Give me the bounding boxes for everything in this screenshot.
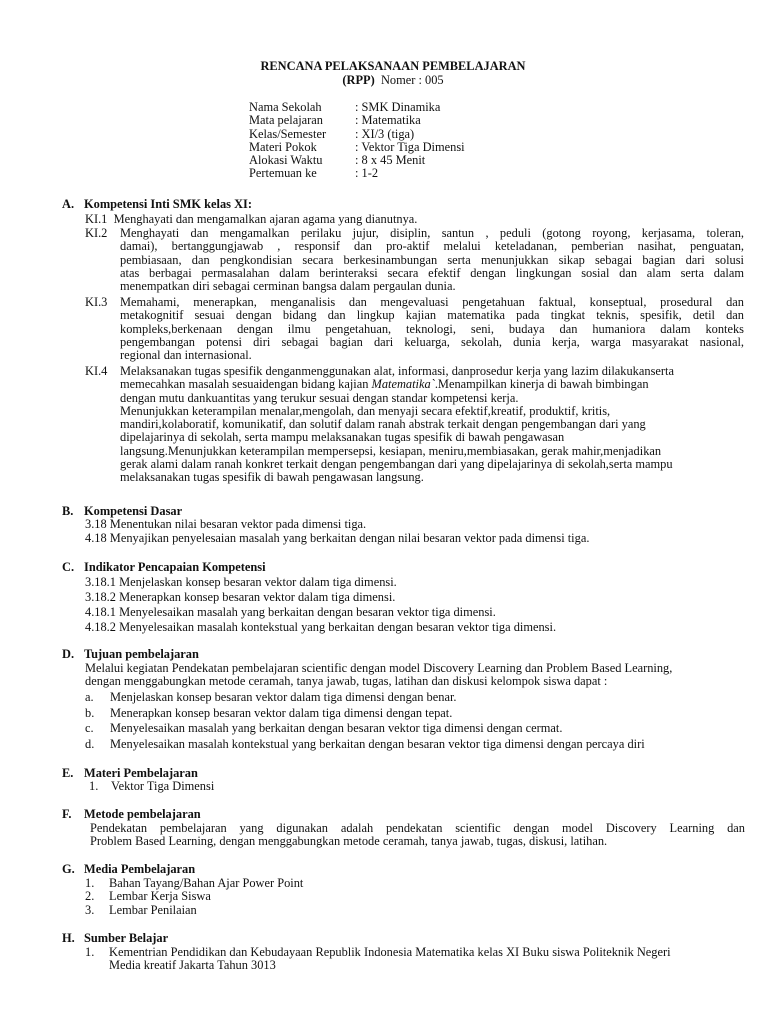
list-item: 3.18 Menentukan nilai besaran vektor pada dimensi tiga. xyxy=(85,517,367,531)
media-list xyxy=(85,877,303,917)
identity-row xyxy=(249,101,465,114)
identity-row xyxy=(249,114,465,127)
ki2-item xyxy=(85,227,745,293)
ki1-text: Menghayati dan mengamalkan ajaran agama yang dianutnya. xyxy=(113,212,418,226)
identity-value: : 8 x 45 Menit xyxy=(355,153,426,168)
ki2-text: Menghayati dan mengamalkan perilaku jujur, disiplin, santun , peduli (gotong royong, kerjasama, toleran, damai), bertanggungjawab , responsif dan pro-aktif melalui keteladanan, pemberian nasihat, penguatan, pembiasaan, dan pengkondisian secara berkesinambungan serta menunjukkan sikap sebagai bagian dari solusi atas berbagai permasalahan dalam berinteraksi secara efektif dengan lingkungan sosial dan alam serta dalam menempatkan diri sebagai cerminan bangsa dalam pergaulan dunia. xyxy=(120,226,744,294)
section-d-heading: D. Tujuan pembelajaran xyxy=(62,647,199,661)
ki2-label: KI.2 xyxy=(85,226,108,240)
identity-value: : XI/3 (tiga) xyxy=(355,126,415,141)
tujuan-intro: Melalui kegiatan Pendekatan pembelajaran scientific dengan model Discovery Learning dan Problem Based Learning, dengan menggabungkan metode ceramah, tanya jawab, tugas, latihan dan diskusi kelompok siswa dapat : xyxy=(85,661,673,689)
identity-label: Pertemuan ke xyxy=(249,166,317,181)
ipk-list xyxy=(85,575,556,635)
section-c-heading: C. Indikator Pencapaian Kompetensi xyxy=(62,560,266,574)
list-item: 1. Vektor Tiga Dimensi xyxy=(89,779,215,793)
identity-label: Materi Pokok xyxy=(249,139,317,154)
ki1-label: KI.1 xyxy=(85,212,108,226)
section-h-heading: H. Sumber Belajar xyxy=(62,931,169,945)
identity-value: : SMK Dinamika xyxy=(355,100,441,114)
list-item: c. Menyelesaikan masalah yang berkaitan dengan besaran vektor tiga dimensi dengan cermat. xyxy=(85,721,563,735)
kd-list xyxy=(85,518,589,546)
ki3-label: KI.3 xyxy=(85,295,108,309)
list-item: 4.18.2 Menyelesaikan masalah kontekstual yang berkaitan dengan besaran vektor tiga dimensi. xyxy=(85,620,557,634)
identity-label: Kelas/Semester xyxy=(249,126,327,141)
section-a-heading: A. Kompetensi Inti SMK kelas XI: xyxy=(62,197,252,211)
ki3-text: Memahami, menerapkan, menganalisis dan mengevaluasi pengetahuan faktual, konseptual, prosedural dan metakognitif sesuai dengan bidang dan lingkup kajian matematika pada tingkat teknis, spesifik, detil dan kompleks,berkenaan dengan ilmu pengetahuan, teknologi, seni, budaya dan humaniora dalam konteks pengembangan potensi diri sebagai bagian dari keluarga, sekolah, dunia kerja, warga masyarakat nasional, regional dan internasional. xyxy=(120,295,744,363)
materi-list xyxy=(89,780,214,793)
ki4-item xyxy=(85,365,745,485)
metode-text: Pendekatan pembelajaran yang digunakan adalah pendekatan scientific dengan model Discovery Learning dan Problem Based Learning, dengan menggabungkan metode ceramah, tanya jawab, tugas, diskusi, latihan. xyxy=(90,821,745,849)
list-item: 4.18 Menyajikan penyelesaian masalah yang berkaitan dengan nilai besaran vektor pada dimensi tiga. xyxy=(85,531,590,546)
list-item: a. Menjelaskan konsep besaran vektor dalam tiga dimensi dengan benar. xyxy=(85,690,457,704)
list-item: 1. Kementrian Pendidikan dan Kebudayaan Republik Indonesia Matematika kelas XI Buku siswa Politeknik Negeri Media kreatif Jakarta Tahun 3013 xyxy=(85,945,671,973)
sumber-list xyxy=(85,946,745,973)
section-f-heading: F. Metode pembelajaran xyxy=(62,807,201,821)
ki4-text: Melaksanakan tugas spesifik denganmenggunakan alat, informasi, danprosedur kerja yang lazim dilakukanserta memecahkan masalah sesuaidengan bidang kajian Matematika`.Menampilkan kinerja di bawah bimbingan dengan mutu dankuantitas yang terukur sesuai dengan standar kompetensi kerja. Menunjukkan keterampilan menalar,mengolah, dan menyaji secara efektif,kreatif, produktif, kritis, mandiri,kolaboratif, komunikatif, dan solutif dalam ranah abstrak terkait dengan pengembangan dari yang dipelajarinya di sekolah, serta mampu melaksanakan tugas spesifik di bawah pengawasan langsung.Menunjukkan keterampilan mempersepsi, kesiapan, meniru,membiasakan, gerak mahir,menjadikan gerak alami dalam ranah konkret terkait dengan pengembangan dari yang dipelajarinya di sekolah,serta mampu melaksanakan tugas spesifik di bawah pengawasan langsung. xyxy=(120,364,674,485)
list-item: d. Menyelesaikan masalah kontekstual yang berkaitan dengan besaran vektor tiga dimensi dengan percaya diri xyxy=(85,736,645,751)
section-g-heading: G. Media Pembelajaran xyxy=(62,862,196,876)
doc-subtitle xyxy=(0,74,768,87)
doc-title: RENCANA PELAKSANAAN PEMBELAJARAN xyxy=(260,59,526,73)
identity-value: : Matematika xyxy=(355,113,421,128)
identity-value: : Vektor Tiga Dimensi xyxy=(355,139,465,154)
ki3-item xyxy=(85,296,745,362)
identity-label: Mata pelajaran xyxy=(249,113,323,128)
list-item: b. Menerapkan konsep besaran vektor dalam tiga dimensi dengan tepat. xyxy=(85,705,453,720)
rpp-label: (RPP) xyxy=(342,73,375,87)
list-item: 1. Bahan Tayang/Bahan Ajar Power Point xyxy=(85,876,304,890)
list-item: 4.18.1 Menyelesaikan masalah yang berkaitan dengan besaran vektor tiga dimensi. xyxy=(85,605,496,619)
identity-value: : 1-2 xyxy=(355,166,379,181)
tujuan-list xyxy=(85,690,645,752)
ki1-item xyxy=(85,213,417,226)
identity-label: Nama Sekolah xyxy=(249,100,322,114)
list-item: 3. Lembar Penilaian xyxy=(85,902,197,917)
section-e-heading: E. Materi Pembelajaran xyxy=(62,766,198,780)
identity-row xyxy=(249,128,465,141)
identity-label: Alokasi Waktu xyxy=(249,153,323,168)
rpp-number: Nomer : 005 xyxy=(380,73,444,87)
ki4-label: KI.4 xyxy=(85,364,108,378)
identity-row xyxy=(249,167,465,180)
list-item: 2. Lembar Kerja Siswa xyxy=(85,889,211,904)
list-item: 3.18.2 Menerapkan konsep besaran vektor dalam tiga dimensi. xyxy=(85,590,396,604)
list-item: 3.18.1 Menjelaskan konsep besaran vektor dalam tiga dimensi. xyxy=(85,575,397,589)
identity-row xyxy=(249,154,465,167)
identity-table xyxy=(249,101,465,181)
section-b-heading: B. Kompetensi Dasar xyxy=(62,504,183,518)
identity-row xyxy=(249,141,465,154)
